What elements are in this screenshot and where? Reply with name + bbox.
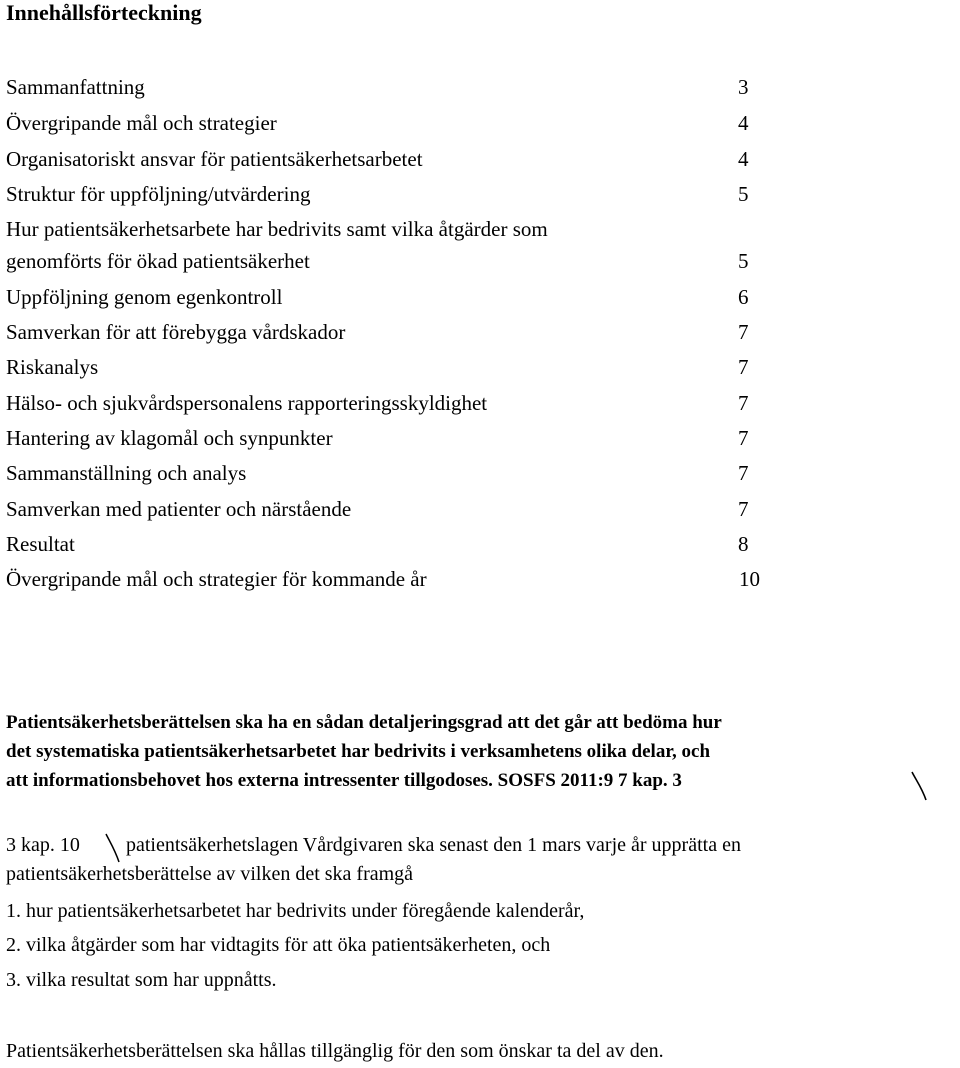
toc-label: Hur patientsäkerhetsarbete har bedrivits samt vilka åtgärder som [6, 217, 548, 241]
toc-row [6, 497, 766, 531]
toc-label: Struktur för uppföljning/utvärdering [6, 182, 311, 206]
toc-page-number: 5 [738, 249, 749, 273]
list-item: 2. vilka åtgärder som har vidtagits för att öka patientsäkerheten, och [6, 934, 551, 956]
toc-label: Riskanalys [6, 355, 99, 379]
section-sign-icon [103, 832, 123, 866]
toc-label: Samverkan för att förebygga vårdskador [6, 320, 346, 344]
toc-page-number: 7 [738, 461, 749, 485]
toc-page-number: 10 [739, 567, 760, 591]
toc-page-number: 7 [738, 391, 749, 415]
list-item: 3. vilka resultat som har uppnåtts. [6, 969, 277, 991]
toc-row [6, 461, 766, 495]
toc-row [6, 355, 766, 389]
toc-label: Resultat [6, 532, 75, 556]
toc-row [6, 217, 766, 251]
toc-row [6, 75, 766, 109]
toc-row [6, 285, 766, 319]
law-text-line: patientsäkerhetsberättelse av vilken det ska framgå [6, 863, 414, 885]
toc-page-number: 8 [738, 532, 749, 556]
toc-label: Hälso- och sjukvårdspersonalens rapporteringsskyldighet [6, 391, 488, 415]
toc-page-number: 7 [738, 355, 749, 379]
section-sign-icon [908, 770, 930, 804]
toc-label: Samverkan med patienter och närstående [6, 497, 352, 521]
lead-paragraph-line: det systematiska patientsäkerhetsarbetet har bedrivits i verksamhetens olika delar, och [6, 741, 711, 762]
law-chapter-reference: 3 kap. 10 [6, 834, 80, 856]
toc-row [6, 147, 766, 181]
lead-paragraph-line: Patientsäkerhetsberättelsen ska ha en sådan detaljeringsgrad att det går att bedöma hur [6, 712, 722, 733]
toc-label: Övergripande mål och strategier för kommande år [6, 567, 427, 591]
toc-page-number: 3 [738, 75, 749, 99]
toc-label: Sammanställning och analys [6, 461, 247, 485]
toc-label: genomförts för ökad patientsäkerhet [6, 249, 310, 273]
toc-page-number: 6 [738, 285, 749, 309]
lead-paragraph-line: att informationsbehovet hos externa intressenter tillgodoses. SOSFS 2011:9 7 kap. 3 [6, 770, 682, 791]
toc-page-number: 4 [738, 111, 749, 135]
toc-row [6, 532, 766, 566]
toc-row [6, 111, 766, 145]
toc-row [6, 182, 766, 216]
closing-paragraph: Patientsäkerhetsberättelsen ska hållas tillgänglig för den som önskar ta del av den. [6, 1040, 664, 1062]
toc-row [6, 320, 766, 354]
toc-label: Organisatoriskt ansvar för patientsäkerhetsarbetet [6, 147, 423, 171]
toc-label: Övergripande mål och strategier [6, 111, 277, 135]
toc-row [6, 391, 766, 425]
toc-label: Hantering av klagomål och synpunkter [6, 426, 333, 450]
toc-page-number: 7 [738, 497, 749, 521]
toc-row [6, 426, 766, 460]
toc-page-number: 5 [738, 182, 749, 206]
toc-row [6, 249, 766, 283]
toc-label: Uppföljning genom egenkontroll [6, 285, 283, 309]
list-item: 1. hur patientsäkerhetsarbetet har bedrivits under föregående kalenderår, [6, 900, 585, 922]
toc-page-number: 7 [738, 426, 749, 450]
toc-row [6, 567, 766, 601]
law-reference-line [6, 834, 80, 857]
toc-page-number: 4 [738, 147, 749, 171]
toc-page-number: 7 [738, 320, 749, 344]
toc-label: Sammanfattning [6, 75, 145, 99]
page-title: Innehållsförteckning [6, 0, 202, 25]
law-text-line: patientsäkerhetslagen Vårdgivaren ska senast den 1 mars varje år upprätta en [126, 834, 741, 856]
